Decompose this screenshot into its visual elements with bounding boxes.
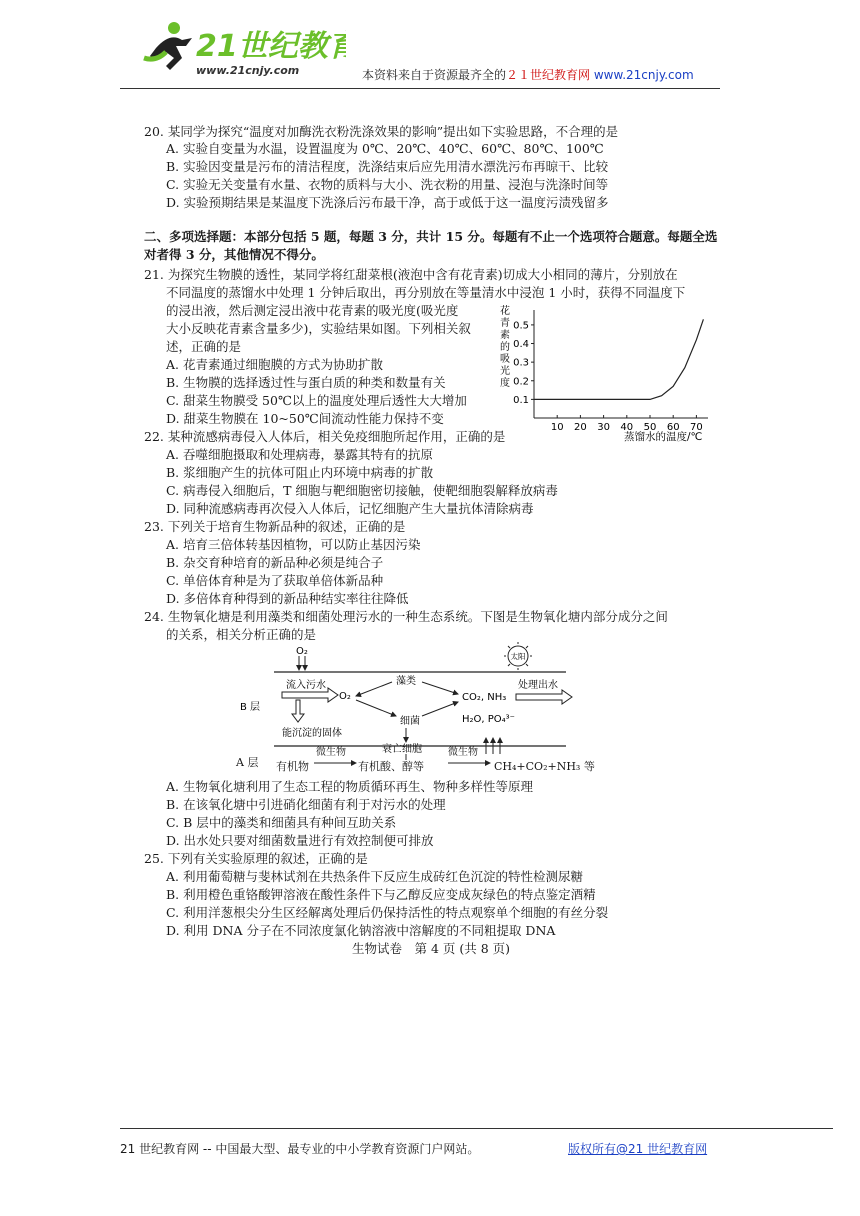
y-axis-label-char: 花 [500,306,510,317]
sun-icon [504,642,532,670]
q21-line4: 大小反映花青素含量多少)，实验结果如图。下列相关叙 [166,321,471,336]
co2-nh3-label: CO₂, NH₃ [462,692,507,703]
outflow-arrow [516,690,572,704]
y-tick-label: 0.3 [513,357,529,369]
y-tick-label: 0.2 [513,376,529,388]
x-axis-label: 蒸馏水的温度/℃ [624,431,703,443]
q24-stem-line1: 24. 生物氧化塘是利用藻类和细菌处理污水的一种生态系统。下图是生物氧化塘内部分成分之间 [144,609,668,624]
a-layer-label: A 层 [236,756,259,769]
y-tick-label: 0.1 [513,394,529,406]
x-tick-label: 70 [690,422,703,433]
sediment-solid-label: 能沉淀的固体 [282,728,342,739]
y-axis-label-char: 素 [500,330,510,341]
q24-stem-line2: 的关系，相关分析正确的是 [166,627,317,642]
y-axis-label-char: 青 [500,318,510,329]
q23-option-c: C. 单倍体育种是为了获取单倍体新品种 [166,573,384,588]
y-axis-label-char: 吸 [500,354,510,365]
q22-option-b: B. 浆细胞产生的抗体可阻止内环境中病毒的扩散 [166,465,434,480]
microbe-label-2: 微生物 [448,747,478,758]
q21-line2: 不同温度的蒸馏水中处理 1 分钟后取出，再分别放在等量清水中浸泡 1 小时，获得不同温度下 [166,285,686,300]
footer-divider [120,1128,833,1129]
absorbance-chart [494,300,720,445]
x-tick-label: 60 [666,422,680,433]
y-axis-label [500,304,510,389]
section2-heading-line2: 对者得 3 分，其他情况不得分。 [144,247,324,262]
oxidation-pond-diagram [236,642,636,770]
q25-option-c: C. 利用洋葱根尖分生区经解离处理后仍保持活性的特点观察单个细胞的有丝分裂 [166,905,609,920]
svg-text:太阳: 太阳 [510,652,526,661]
outflow-label: 处理出水 [518,680,558,691]
q21-option-b: B. 生物膜的选择透过性与蛋白质的种类和数量有关 [166,375,446,390]
q25-option-d: D. 利用 DNA 分子在不同浓度氯化钠溶液中溶解度的不同粗提取 DNA [166,923,556,938]
header-brand: ２１世纪教育网 [506,68,591,82]
gases-label: CH₄+CO₂+NH₃ 等 [494,760,595,773]
y-tick-label: 0.5 [513,320,529,332]
q21-option-d: D. 甜菜生物膜在 10~50℃间流动性能力保持不变 [166,411,444,426]
y-axis-label-char: 光 [500,366,510,377]
o2-mid-label: O₂ [339,691,351,702]
header-note-prefix: 本资料来自于资源最齐全的 [362,68,507,82]
q25-option-b: B. 利用橙色重铬酸钾溶液在酸性条件下与乙醇反应变成灰绿色的特点鉴定酒精 [166,887,596,902]
q21-option-a: A. 花青素通过细胞膜的方式为协助扩散 [166,357,383,372]
series-line [534,319,703,399]
q20-stem: 20. 某同学为探究“温度对加酶洗衣粉洗涤效果的影响”提出如下实验思路，不合理的是 [144,124,619,139]
algae-label: 藻类 [396,676,416,687]
y-tick-label: 0.4 [513,339,529,351]
q20-option-c: C. 实验无关变量有水量、衣物的质料与大小、洗衣粉的用量、浸泡与洗涤时间等 [166,177,609,192]
footer-text: 21 世纪教育网 -- 中国最大型、最专业的中小学教育资源门户网站。 [120,1142,480,1156]
q22-option-d: D. 同种流感病毒再次侵入人体后，记忆细胞产生大量抗体清除病毒 [166,501,534,516]
logo-text: 21世纪教育 [196,29,346,64]
h2o-po4-label: H₂O, PO₄³⁻ [462,714,515,725]
section2-heading-line1: 二、多项选择题：本部分包括 5 题，每题 3 分，共计 15 分。每题有不止一个选项符合题意。每题全选 [144,229,718,244]
x-tick-label: 50 [643,422,657,433]
y-axis-label-char: 度 [500,378,510,389]
b-layer-label: B 层 [240,702,261,713]
q24-option-c: C. B 层中的藻类和细菌具有种间互助关系 [166,815,397,830]
q20-option-b: B. 实验因变量是污布的清洁程度，洗涤结束后应先用清水漂洗污布再晾干、比较 [166,159,609,174]
bacteria-label: 细菌 [400,716,420,727]
q24-option-b: B. 在该氧化塘中引进硝化细菌有利于对污水的处理 [166,797,446,812]
q22-option-c: C. 病毒侵入细胞后，T 细胞与靶细胞密切接触，使靶细胞裂解释放病毒 [166,483,558,498]
logo-url: www.21cnjy.com [196,64,300,77]
dead-cells-label: 衰亡细胞 [382,744,422,755]
q23-option-b: B. 杂交育种培育的新品种必须是纯合子 [166,555,384,570]
q21-option-c: C. 甜菜生物膜受 50℃以上的温度处理后透性大大增加 [166,393,467,408]
y-axis-label-char: 的 [500,342,510,353]
q23-stem: 23. 下列关于培育生物新品种的叙述，正确的是 [144,519,406,534]
x-tick-label: 30 [597,422,610,433]
x-tick-label: 10 [550,422,564,433]
q22-option-a: A. 吞噬细胞摄取和处理病毒，暴露其特有的抗原 [166,447,433,462]
inflow-label: 流入污水 [286,680,326,691]
organic-label: 有机物 [276,760,309,773]
q21-line1: 21. 为探究生物膜的透性，某同学将红甜菜根(液泡中含有花青素)切成大小相同的薄片，分别放在 [144,267,678,282]
x-tick-label: 40 [620,422,634,433]
organic-acids-label: 有机酸、醇等 [358,760,424,773]
x-tick-label: 20 [574,422,587,433]
o2-top-label: O₂ [296,646,308,657]
q21-line5: 述，正确的是 [166,339,242,354]
header-divider [120,88,720,89]
q25-option-a: A. 利用葡萄糖与斐林试剂在共热条件下反应生成砖红色沉淀的特性检测尿糖 [166,869,583,884]
q20-option-a: A. 实验自变量为水温，设置温度为 0℃、20℃、40℃、60℃、80℃、100℃ [166,141,604,156]
header-note [362,66,694,83]
q24-option-d: D. 出水处只要对细菌数量进行有效控制便可排放 [166,833,434,848]
q21-line3: 的浸出液，然后测定浸出液中花青素的吸光度(吸光度 [166,303,459,318]
q22-stem: 22. 某种流感病毒侵入人体后，相关免疫细胞所起作用，正确的是 [144,429,506,444]
q25-stem: 25. 下列有关实验原理的叙述，正确的是 [144,851,368,866]
q20-option-d: D. 实验预期结果是某温度下洗涤后污布最干净，高于或低于这一温度污渍残留多 [166,195,609,210]
q23-option-a: A. 培育三倍体转基因植物，可以防止基因污染 [166,537,421,552]
runner-logo-icon [136,18,346,80]
site-logo[interactable] [136,18,346,80]
header-url-link[interactable]: www.21cnjy.com [593,68,694,82]
page-number-label: 生物试卷 第 4 页 (共 8 页) [352,941,511,956]
microbe-label-1: 微生物 [316,747,346,758]
footer-copyright-link[interactable]: 版权所有@21 世纪教育网 [568,1142,708,1156]
q23-option-d: D. 多倍体育种得到的新品种结实率往往降低 [166,591,409,606]
q24-option-a: A. 生物氧化塘利用了生态工程的物质循环再生、物种多样性等原理 [166,779,533,794]
